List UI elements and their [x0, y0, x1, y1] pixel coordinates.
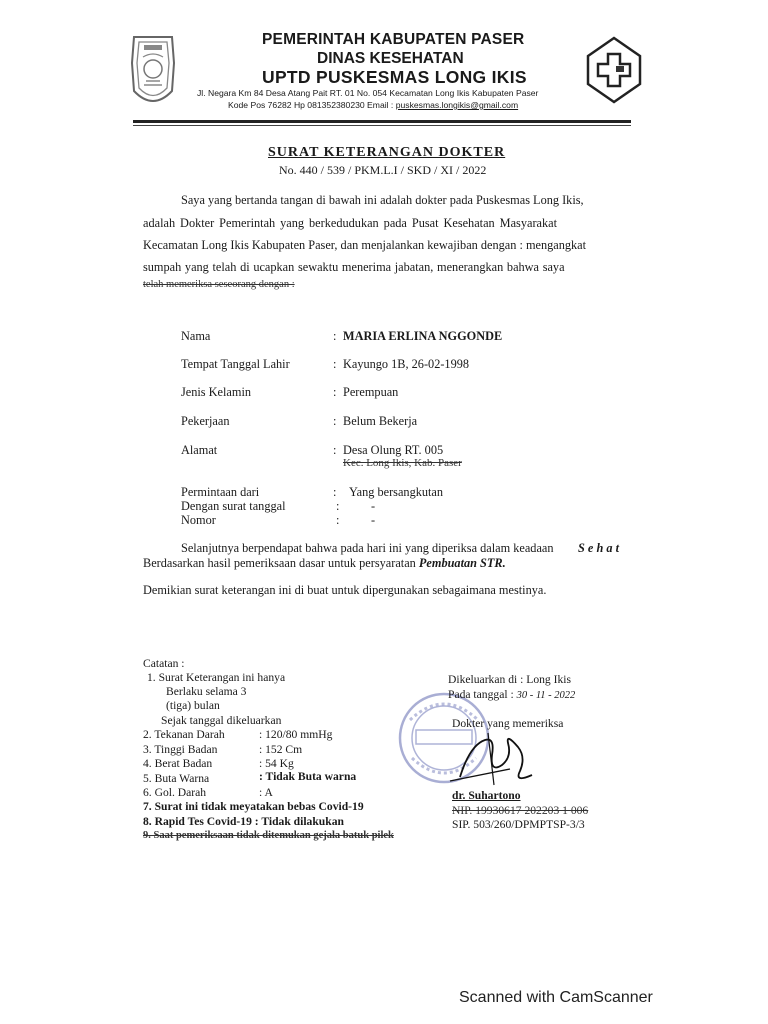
field-colon: :	[333, 385, 337, 399]
field-nomor-label: Nomor	[181, 513, 216, 527]
field-permintaan-label: Permintaan dari	[181, 485, 260, 499]
note-7: 7. Surat ini tidak meyatakan bebas Covid-19	[143, 800, 364, 813]
contact-text: Kode Pos 76282 Hp 081352380230 Email :	[228, 100, 396, 110]
note-1c: (tiga) bulan	[166, 699, 220, 712]
note-4-value: : 54 Kg	[259, 757, 294, 770]
health-status: S e h a t	[578, 541, 619, 555]
note-4-label: 4. Berat Badan	[143, 757, 213, 770]
note-2-label: 2. Tekanan Darah	[143, 728, 225, 741]
field-jk-value: Perempuan	[343, 385, 399, 399]
notes-header: Catatan :	[143, 657, 185, 670]
field-colon: :	[336, 513, 340, 527]
doctor-nip: NIP. 19930617 202203 1 006	[452, 804, 589, 817]
note-1b: Berlaku selama 3	[166, 685, 247, 698]
intro-line-5: telah memeriksa seseorang dengan :	[143, 279, 295, 290]
conclusion-line-2	[143, 556, 506, 571]
field-colon: :	[333, 443, 337, 457]
doctor-sip: SIP. 503/260/DPMPTSP-3/3	[452, 818, 585, 831]
purpose-text: Berdasarkan hasil pemeriksaan dasar untuk persyaratan	[143, 556, 416, 570]
note-3-value: : 152 Cm	[259, 743, 303, 756]
issued-date-value: 30 - 11 - 2022	[516, 690, 576, 701]
intro-line-2: adalah Dokter Pemerintah yang berkedudukan pada Pusat Kesehatan Masyarakat	[143, 216, 558, 230]
note-8: 8. Rapid Tes Covid-19 : Tidak dilakukan	[143, 815, 344, 828]
document-title: SURAT KETERANGAN DOKTER	[268, 145, 506, 160]
note-6-label: 6. Gol. Darah	[143, 786, 207, 799]
field-colon: :	[333, 485, 337, 499]
field-nama-label: Nama	[181, 329, 211, 343]
note-6-value: : A	[259, 786, 273, 799]
field-pekerjaan-value: Belum Bekerja	[343, 414, 418, 428]
conclusion-line-1: Selanjutnya berpendapat bahwa pada hari ini yang diperiksa dalam keadaan	[181, 541, 554, 555]
field-ttl-value: Kayungo 1B, 26-02-1998	[343, 357, 470, 371]
field-pekerjaan-label: Pekerjaan	[181, 414, 230, 428]
regency-emblem-icon	[128, 33, 178, 111]
note-3-label: 3. Tinggi Badan	[143, 743, 218, 756]
field-alamat-value-2: Kec. Long Ikis, Kab. Paser	[343, 457, 462, 469]
intro-line-1: Saya yang bertanda tangan di bawah ini adalah dokter pada Puskesmas Long Ikis,	[181, 193, 584, 207]
field-jk-label: Jenis Kelamin	[181, 385, 252, 399]
letterhead-rule-thin	[133, 125, 631, 126]
field-permintaan-value: Yang bersangkutan	[349, 485, 444, 499]
issued-place: Dikeluarkan di : Long Ikis	[448, 673, 571, 686]
field-alamat-value-1: Desa Olung RT. 005	[343, 443, 444, 457]
issued-date	[448, 688, 575, 701]
field-colon: :	[333, 357, 337, 371]
field-colon: :	[333, 414, 337, 428]
doctor-name: dr. Suhartono	[452, 789, 521, 802]
field-alamat-label: Alamat	[181, 443, 218, 457]
field-colon: :	[333, 329, 337, 343]
note-1a: 1. Surat Keterangan ini hanya	[147, 671, 286, 684]
note-1d: Sejak tanggal dikeluarkan	[161, 714, 282, 727]
email-link[interactable]: puskesmas.longikis@gmail.com	[395, 100, 519, 110]
note-9: 9. Saat pemeriksaan tidak ditemukan gejala batuk pilek	[143, 830, 394, 841]
document-number: No. 440 / 539 / PKM.L.I / SKD / XI / 2022	[279, 163, 487, 177]
intro-line-3: Kecamatan Long Ikis Kabupaten Paser, dan menjalankan kewajiban dengan : mengangkat	[143, 238, 587, 252]
field-dst-label: Dengan surat tanggal	[181, 499, 286, 513]
puskesmas-cross-logo-icon	[586, 36, 642, 104]
intro-line-4: sumpah yang telah di ucapkan sewaktu menerima jabatan, menerangkan bahwa saya	[143, 260, 565, 274]
field-nama-value: MARIA ERLINA NGGONDE	[343, 329, 503, 343]
closing-statement: Demikian surat keterangan ini di buat untuk dipergunakan sebagaimana mestinya.	[143, 583, 547, 597]
note-2-value: : 120/80 mmHg	[259, 728, 333, 741]
letterhead-clinic-name: UPTD PUSKESMAS LONG IKIS	[262, 67, 527, 87]
handwritten-signature-icon	[440, 725, 545, 795]
note-5-label: 5. Buta Warna	[143, 772, 210, 785]
issued-date-label: Pada tanggal :	[448, 688, 514, 701]
field-nomor-value: -	[371, 513, 376, 527]
letterhead-government: PEMERINTAH KABUPATEN PASER	[262, 31, 525, 48]
letterhead-address: Jl. Negara Km 84 Desa Atang Pait RT. 01 No. 054 Kecamatan Long Ikis Kabupaten Paser	[197, 88, 539, 98]
purpose-value: Pembuatan STR.	[418, 556, 506, 570]
field-dst-value: -	[371, 499, 376, 513]
examiner-label: Dokter yang memeriksa	[452, 717, 564, 730]
letterhead-contact	[228, 100, 518, 110]
scanner-watermark: Scanned with CamScanner	[459, 989, 653, 1006]
letterhead-department: DINAS KESEHATAN	[317, 50, 464, 67]
letterhead-rule-thick	[133, 120, 631, 123]
note-5-value: : Tidak Buta warna	[259, 770, 357, 783]
field-ttl-label: Tempat Tanggal Lahir	[181, 357, 290, 371]
field-colon: :	[336, 499, 340, 513]
